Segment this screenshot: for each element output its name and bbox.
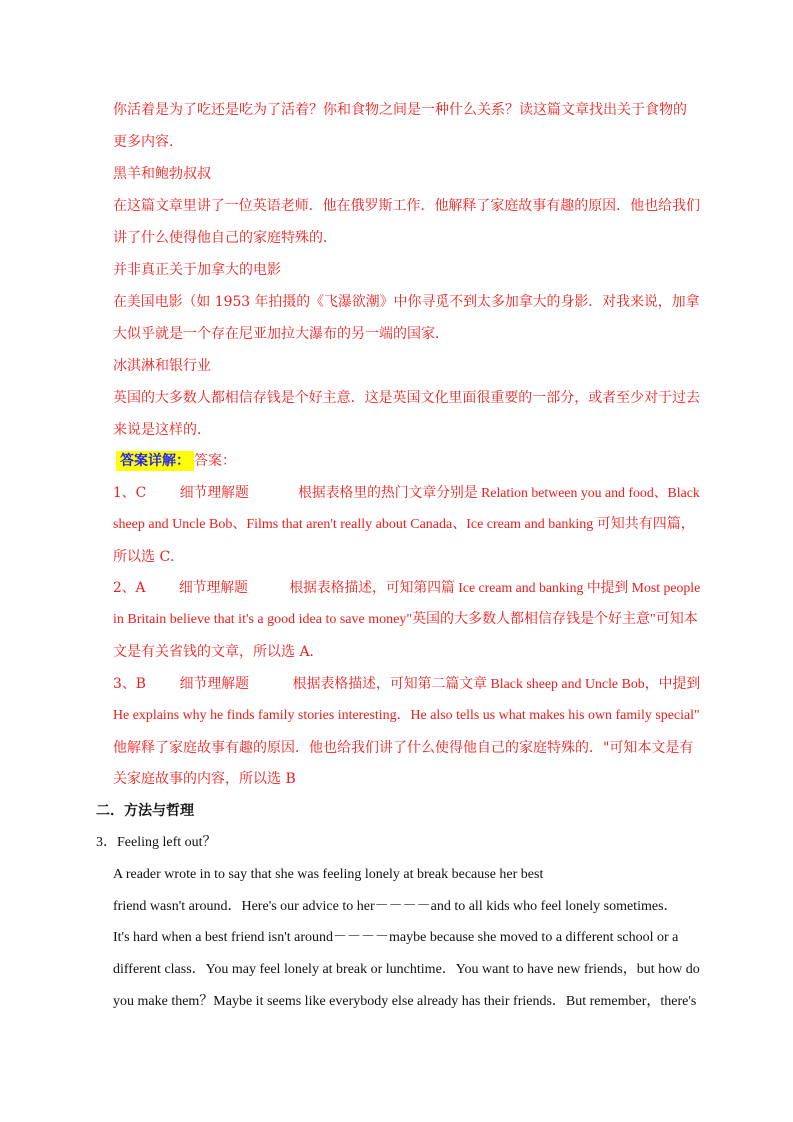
- passage-line-4: different class．You may feel lonely at break or lunchtime．You want to have new friends，but how do: [113, 962, 700, 977]
- article-title-canada-films: 并非真正关于加拿大的电影: [113, 262, 281, 278]
- intro-line-2: 更多内容.: [113, 134, 174, 150]
- question-3-title: 3．Feeling left out？: [96, 835, 217, 850]
- article-desc-line-2: 来说是这样的．: [113, 422, 211, 438]
- article-desc-line-2: 大似乎就是一个存在尼亚加拉大瀑布的另一端的国家．: [113, 326, 449, 342]
- question-type: 细节理解题: [179, 580, 248, 596]
- passage-line-5: you make them？Maybe it seems like everybody else already has their friends．But remember，there's: [113, 994, 697, 1009]
- answer-header: [113, 451, 236, 471]
- article-desc-line-1: 在这篇文章里讲了一位英语老师．他在俄罗斯工作．他解释了家庭故事有趣的原因．他也给我们: [113, 198, 701, 214]
- answer-3-line-3: 他解释了家庭故事有趣的原因．他也给我们讲了什么使得他自己的家庭特殊的．"可知本文是有: [113, 740, 694, 756]
- answer-label: 答案：: [194, 453, 236, 469]
- passage-line-1: A reader wrote in to say that she was feeling lonely at break because her best: [113, 867, 544, 882]
- answer-1-line-2: sheep and Uncle Bob、Films that aren't really about Canada、Ice cream and banking 可知共有四篇，: [113, 517, 695, 532]
- answer-number: 2、A: [113, 580, 146, 596]
- answer-explanation: 根据表格里的热门文章分别是 Relation between you and food、Black: [298, 486, 700, 501]
- passage-line-3: It's hard when a best friend isn't around－－－－maybe because she moved to a different school or a: [113, 930, 679, 945]
- article-title-black-sheep: 黑羊和鲍勃叔叔: [113, 166, 211, 182]
- answer-2-line-3: 文是有关省钱的文章，所以选 A．: [113, 644, 324, 660]
- answer-3-line-1: [113, 674, 700, 695]
- question-type: 细节理解题: [179, 676, 250, 692]
- section-heading: 二．方法与哲理: [96, 803, 194, 819]
- answer-explanation: 根据表格描述，可知第四篇 Ice cream and banking 中提到 Most people: [289, 581, 701, 596]
- answer-number: 1、C: [113, 485, 147, 501]
- answer-1-line-1: [113, 483, 700, 504]
- answer-2-line-2: in Britain believe that it's a good idea to save money"英国的大多数人都相信存钱是个好主意"可知本: [113, 612, 698, 627]
- article-desc-line-1: 英国的大多数人都相信存钱是个好主意．这是英国文化里面很重要的一部分，或者至少对于过去: [113, 390, 701, 406]
- question-type: 细节理解题: [179, 485, 249, 501]
- answer-explanation: 根据表格描述，可知第二篇文章 Black sheep and Uncle Bob，中提到: [292, 677, 701, 692]
- answer-2-line-1: [113, 578, 700, 599]
- answer-1-line-3: 所以选 C．: [113, 549, 185, 565]
- answer-3-line-2: He explains why he finds family stories interesting．He also tells us what makes his own family special": [113, 708, 700, 723]
- article-desc-line-2: 讲了什么使得他自己的家庭特殊的．: [113, 230, 337, 246]
- passage-line-2: friend wasn't around．Here's our advice to her－－－－and to all kids who feel lonely sometimes．: [113, 899, 678, 914]
- answer-3-line-4: 关家庭故事的内容，所以选 B: [113, 771, 296, 787]
- article-desc-line-1: 在美国电影（如 1953 年拍摄的《飞瀑欲潮》中你寻觅不到太多加拿大的身影．对我来说，加拿: [113, 294, 700, 310]
- answer-number: 3、B: [113, 676, 146, 692]
- answer-badge: 答案详解：: [116, 451, 194, 471]
- article-title-ice-cream-banking: 冰淇淋和银行业: [113, 358, 211, 374]
- intro-line-1: 你活着是为了吃还是吃为了活着？你和食物之间是一种什么关系？读这篇文章找出关于食物的: [113, 102, 687, 118]
